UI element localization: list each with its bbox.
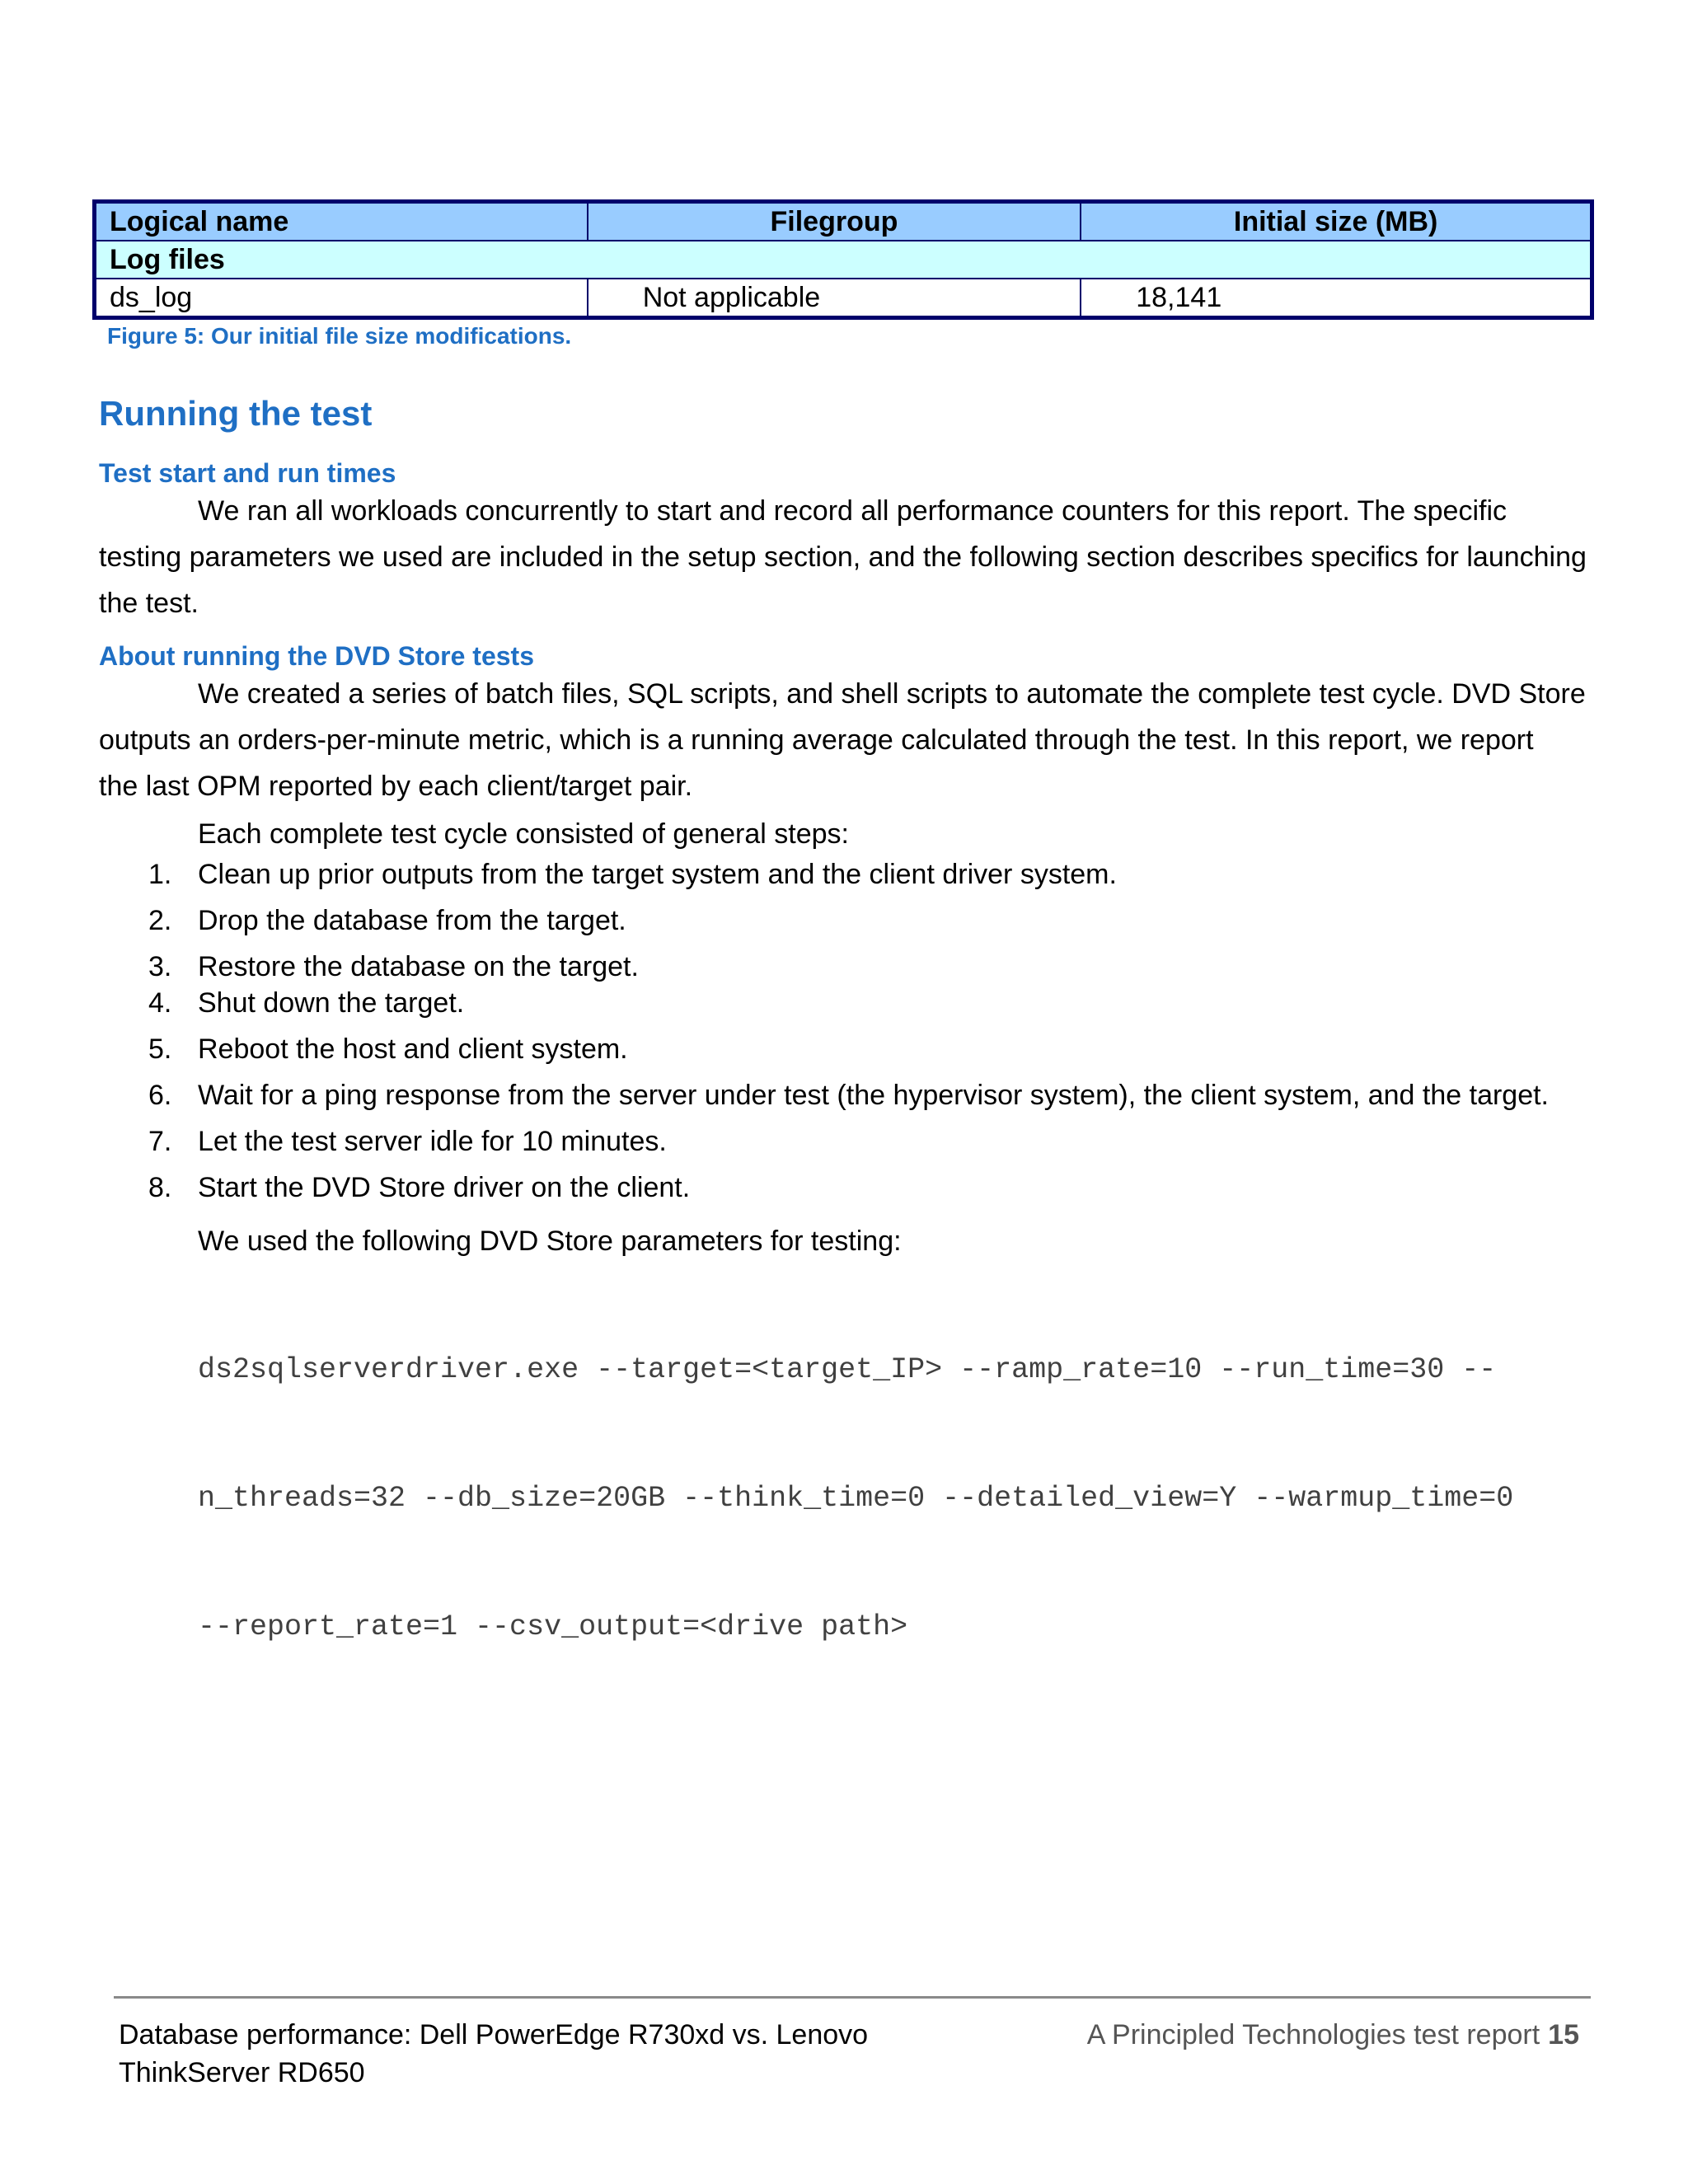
header-logical-name: Logical name xyxy=(95,202,588,241)
command-block xyxy=(198,1263,1599,1734)
text-line: testing parameters we used are included in the setup section, and the following section describes specifics for launching xyxy=(99,541,1587,573)
steps-intro: Each complete test cycle consisted of general steps: xyxy=(198,818,849,850)
list-item xyxy=(148,1172,690,1204)
text-line: outputs an orders-per-minute metric, which is a running average calculated through the test. In this report, we report xyxy=(99,724,1534,756)
text-line xyxy=(99,488,1599,534)
list-item xyxy=(148,905,626,937)
list-number: 5. xyxy=(148,1033,172,1065)
footer-divider xyxy=(114,1996,1591,1999)
text-line-content: We created a series of batch files, SQL scripts, and shell scripts to automate the complete test cycle. DVD Store xyxy=(198,678,1586,710)
text-line-content: We ran all workloads concurrently to start and record all performance counters for this report. The specific xyxy=(198,495,1507,527)
footer-report-title xyxy=(119,2016,910,2092)
list-text: Start the DVD Store driver on the client. xyxy=(198,1172,691,1203)
list-text: Clean up prior outputs from the target system and the client driver system. xyxy=(198,859,1117,890)
subsection-title-test-times: Test start and run times xyxy=(99,458,396,488)
list-number: 1. xyxy=(148,859,172,890)
footer-report-label xyxy=(1087,2016,1579,2054)
text-line xyxy=(99,671,1599,717)
list-number: 2. xyxy=(148,905,172,936)
list-text: Shut down the target. xyxy=(198,987,465,1019)
list-item xyxy=(148,1033,628,1066)
code-line: --report_rate=1 --csv_output=<drive path> xyxy=(198,1610,908,1643)
text-line: the last OPM reported by each client/target pair. xyxy=(99,771,693,802)
list-item xyxy=(148,987,464,1019)
paragraph-test-times xyxy=(99,488,1599,626)
params-intro: We used the following DVD Store parameters for testing: xyxy=(198,1226,902,1257)
header-filegroup: Filegroup xyxy=(588,202,1081,241)
list-number: 6. xyxy=(148,1080,172,1111)
table-header-row xyxy=(95,202,1592,241)
header-initial-size: Initial size (MB) xyxy=(1081,202,1592,241)
list-number: 8. xyxy=(148,1172,172,1203)
list-number: 4. xyxy=(148,987,172,1019)
list-number: 3. xyxy=(148,951,172,982)
code-line: ds2sqlserverdriver.exe --target=<target_IP> --ramp_rate=10 --run_time=30 -- xyxy=(198,1353,1497,1386)
table-group-row xyxy=(95,241,1592,279)
list-text: Reboot the host and client system. xyxy=(198,1033,628,1065)
group-label: Log files xyxy=(95,241,1592,279)
cell-initial-size: 18,141 xyxy=(1081,279,1592,318)
figure-caption: Figure 5: Our initial file size modifications. xyxy=(107,323,572,349)
list-item xyxy=(148,1126,667,1158)
list-text: Wait for a ping response from the server under test (the hypervisor system), the client system, and the target. xyxy=(198,1080,1550,1111)
file-size-table xyxy=(92,199,1594,320)
list-text: Drop the database from the target. xyxy=(198,905,626,936)
list-number: 7. xyxy=(148,1126,172,1157)
footer-title-line: Database performance: Dell PowerEdge R730xd vs. Lenovo xyxy=(119,2019,869,2050)
page-number: 15 xyxy=(1548,2019,1579,2050)
text-line: the test. xyxy=(99,588,199,619)
table-row xyxy=(95,279,1592,318)
list-item xyxy=(148,1080,1549,1112)
list-text: Restore the database on the target. xyxy=(198,951,639,982)
list-text: Let the test server idle for 10 minutes. xyxy=(198,1126,667,1157)
footer-publisher: A Principled Technologies test report xyxy=(1086,2019,1540,2050)
section-title: Running the test xyxy=(99,394,373,433)
cell-logical-name: ds_log xyxy=(95,279,588,318)
paragraph-dvd-store xyxy=(99,671,1599,809)
list-item xyxy=(148,951,639,983)
footer-title-line: ThinkServer RD650 xyxy=(119,2057,365,2088)
cell-filegroup: Not applicable xyxy=(588,279,1081,318)
subsection-title-dvd-store: About running the DVD Store tests xyxy=(99,641,534,671)
code-line: n_threads=32 --db_size=20GB --think_time=0 --detailed_view=Y --warmup_time=0 xyxy=(198,1482,1514,1515)
list-item xyxy=(148,859,1117,891)
